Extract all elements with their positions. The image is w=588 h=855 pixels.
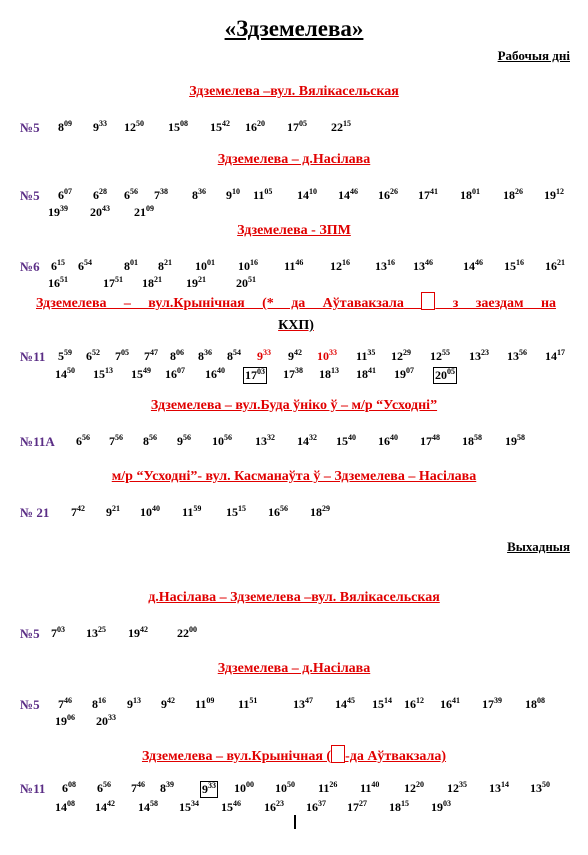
time-minutes: 51 [248,275,256,284]
time-minutes: 09 [64,119,72,128]
time-minutes: 09 [206,696,215,705]
time-minutes: 50 [136,119,144,128]
time-entry: $19^{42}$ [128,625,148,640]
time-entry: $14^{32}$ [297,433,317,448]
time-entry: $8^{56}$ [143,433,157,448]
time-minutes: 14 [501,780,509,789]
time-minutes: 17 [557,348,565,357]
time-entry: $10^{56}$ [212,433,232,448]
time-minutes: 05 [264,187,273,196]
time-minutes: 33 [108,713,116,722]
checkbox-icon [331,745,345,763]
time-minutes: 00 [189,625,197,634]
time-entry: $15^{13}$ [93,366,113,381]
time-minutes: 40 [348,433,356,442]
time-minutes: 29 [322,504,330,513]
time-minutes: 09 [146,204,154,213]
time-minutes: 10 [232,187,240,196]
time-minutes: 50 [67,366,75,375]
time-minutes: 08 [67,799,75,808]
time-minutes: 46 [425,258,433,267]
time-entry: $20^{33}$ [96,713,116,728]
time-entry: $19^{58}$ [505,433,525,448]
text-cursor [294,815,296,829]
time-minutes: 40 [217,366,225,375]
time-minutes: 38 [295,366,303,375]
time-minutes: 42 [167,696,175,705]
time-entry: $11^{05}$ [253,187,273,202]
time-entry: $19^{07}$ [394,366,414,381]
weekend-label: Выхадныя [507,539,570,554]
route-title: Здземелева – д.Насілава [217,152,371,167]
time-minutes: 37 [318,799,326,808]
time-minutes: 50 [542,780,550,789]
route-number: №5 [20,120,40,135]
time-minutes: 15 [57,258,65,267]
time-minutes: 16 [342,258,350,267]
time-minutes: 49 [143,366,151,375]
time-entry: $7^{46}$ [58,696,72,711]
time-minutes: 03 [443,799,451,808]
time-minutes: 56 [519,348,527,357]
time-entry: $14^{17}$ [545,348,565,363]
time-entry: $15^{42}$ [210,119,230,134]
time-minutes: 46 [295,258,304,267]
time-entry: $7^{46}$ [131,780,145,795]
time-minutes: 07 [64,187,72,196]
time-entry: $19^{21}$ [186,275,206,290]
time-minutes: 16 [98,696,106,705]
time-entry: $18^{08}$ [525,696,545,711]
time-minutes: 12 [556,187,564,196]
time-entry: $9^{56}$ [177,433,191,448]
time-entry: $17^{39}$ [482,696,502,711]
time-entry: $7^{38}$ [154,187,168,202]
time-entry: $11^{09}$ [195,696,215,711]
time-minutes: 33 [329,348,337,357]
time-entry: $11^{26}$ [318,780,338,795]
time-minutes: 00 [246,780,254,789]
time-minutes: 21 [557,258,565,267]
time-entry: $8^{39}$ [160,780,174,795]
route-title: м/р “Усходні”- вул. Касманаўта ў – Здземелева – Насілава [111,469,477,484]
time-entry: $15^{14}$ [372,696,392,711]
route-number: №11А [20,434,55,449]
time-entry: $16^{37}$ [306,799,326,814]
time-entry: $15^{16}$ [504,258,524,273]
time-minutes: 01 [207,258,215,267]
time-minutes: 33 [208,781,216,790]
time-entry: $17^{38}$ [283,366,303,381]
time-entry: $14^{50}$ [55,366,75,381]
time-minutes: 42 [294,348,302,357]
time-minutes: 21 [164,258,172,267]
time-entry: $17^{27}$ [347,799,367,814]
time-entry: $16^{12}$ [404,696,424,711]
time-entry: $12^{55}$ [430,348,450,363]
time-minutes: 43 [102,204,110,213]
time-entry: $16^{41}$ [440,696,460,711]
time-entry: $15^{49}$ [131,366,151,381]
time-minutes: 51 [249,696,258,705]
time-minutes: 08 [68,780,76,789]
time-minutes: 54 [84,258,92,267]
time-entry: $6^{56}$ [124,187,138,202]
time-entry: $22^{15}$ [331,119,351,134]
time-minutes: 59 [193,504,202,513]
time-minutes: 56 [183,433,191,442]
time-minutes: 15 [238,504,246,513]
time-entry: $13^{47}$ [293,696,313,711]
time-minutes: 42 [107,799,115,808]
time-entry: $16^{21}$ [545,258,565,273]
time-entry: $8^{54}$ [227,348,241,363]
time-minutes: 01 [472,187,480,196]
time-minutes: 21 [154,275,162,284]
time-entry: $12^{20}$ [404,780,424,795]
time-minutes: 56 [82,433,90,442]
time-entry: $13^{56}$ [507,348,527,363]
time-entry: $7^{42}$ [71,504,85,519]
time-entry: $14^{08}$ [55,799,75,814]
time-minutes: 07 [177,366,185,375]
time-entry: $8^{09}$ [58,119,72,134]
time-minutes: 16 [516,258,524,267]
time-minutes: 56 [115,433,123,442]
page-title: «Здземелева» [224,16,364,41]
route-number: №11 [20,349,46,364]
route-title-part: Здземелева – вул.Крынічная (* да Аўтавакзала [36,296,404,311]
time-entry: $6^{28}$ [93,187,107,202]
workdays-label: Рабочыя дні [497,48,570,63]
time-entry: $6^{56}$ [97,780,111,795]
route-title [0,745,588,765]
route-number: №6 [20,259,40,274]
time-minutes: 13 [331,366,339,375]
time-entry: $9^{42}$ [161,696,175,711]
time-minutes: 54 [233,348,241,357]
time-entry: $7^{05}$ [115,348,129,363]
time-entry: $16^{07}$ [165,366,185,381]
time-minutes: 26 [515,187,523,196]
time-entry: $8^{01}$ [124,258,138,273]
time-entry: $17^{48}$ [420,433,440,448]
time-entry: $13^{50}$ [530,780,550,795]
time-minutes: 42 [222,119,230,128]
time-entry: $18^{21}$ [142,275,162,290]
time-entry: $15^{15}$ [226,504,246,519]
time-entry: $13^{16}$ [375,258,395,273]
time-minutes: 26 [329,780,338,789]
time-minutes: 52 [92,348,100,357]
time-entry: $16^{23}$ [264,799,284,814]
route-number: №5 [20,188,40,203]
time-entry: $17^{41}$ [418,187,438,202]
time-minutes: 45 [347,696,355,705]
time-entry: $13^{25}$ [86,625,106,640]
time-entry: $9^{33}$ [93,119,107,134]
time-entry: $12^{35}$ [447,780,467,795]
time-minutes: 14 [384,696,392,705]
time-entry: $6^{07}$ [58,187,72,202]
time-minutes: 07 [406,366,414,375]
time-entry: $6^{54}$ [78,258,92,273]
time-minutes: 42 [140,625,148,634]
time-minutes: 25 [98,625,106,634]
time-entry: $18^{29}$ [310,504,330,519]
time-entry: $16^{56}$ [268,504,288,519]
time-minutes: 12 [416,696,424,705]
time-entry: $13^{14}$ [489,780,509,795]
time-minutes: 36 [198,187,206,196]
time-minutes: 46 [475,258,483,267]
route-title: Здземелева – вул.Буда ўніко ў – м/р “Усходні” [150,398,438,413]
time-entry: $9^{33}$ [202,781,216,796]
time-minutes: 21 [112,504,120,513]
time-minutes: 40 [152,504,160,513]
time-minutes: 47 [305,696,313,705]
time-entry: $11^{40}$ [360,780,380,795]
time-entry: $10^{00}$ [234,780,254,795]
time-entry: $9^{10}$ [226,187,240,202]
time-entry: $10^{50}$ [275,780,295,795]
time-minutes: 46 [64,696,72,705]
time-minutes: 46 [233,799,241,808]
time-entry: $12^{50}$ [124,119,144,134]
time-minutes: 15 [401,799,409,808]
route-title-line2: КХП) [278,318,314,333]
time-entry: $6^{08}$ [62,780,76,795]
time-minutes: 41 [368,366,376,375]
time-entry: $11^{46}$ [284,258,304,273]
time-entry: $11^{59}$ [182,504,202,519]
time-minutes: 29 [403,348,411,357]
time-entry: $8^{16}$ [92,696,106,711]
time-minutes: 06 [176,348,184,357]
time-minutes: 56 [224,433,232,442]
time-entry: $6^{56}$ [76,433,90,448]
time-minutes: 47 [150,348,158,357]
time-entry: $7^{56}$ [109,433,123,448]
time-minutes: 32 [267,433,275,442]
time-entry: $11^{51}$ [238,696,258,711]
time-entry: $10^{01}$ [195,258,215,273]
route-title-part: Здземелева – вул.Крынічная ( [141,749,332,764]
time-minutes: 51 [60,275,68,284]
time-entry: $6^{52}$ [86,348,100,363]
time-minutes: 41 [452,696,460,705]
time-entry: $15^{46}$ [221,799,241,814]
time-minutes: 39 [494,696,502,705]
time-minutes: 50 [287,780,295,789]
time-minutes: 56 [149,433,157,442]
time-entry: $17^{05}$ [287,119,307,134]
time-minutes: 03 [257,367,265,376]
time-entry: $10^{33}$ [317,348,337,363]
time-minutes: 05 [447,367,455,376]
time-minutes: 20 [257,119,265,128]
time-entry: $19^{39}$ [48,204,68,219]
time-minutes: 15 [343,119,351,128]
time-minutes: 41 [430,187,438,196]
route-title-part: -да Аўтвакзала) [345,749,447,764]
route-number: №5 [20,626,40,641]
time-minutes: 26 [390,187,398,196]
time-minutes: 40 [371,780,380,789]
time-entry: $19^{12}$ [544,187,564,202]
time-minutes: 13 [105,366,113,375]
time-minutes: 58 [474,433,482,442]
time-minutes: 05 [121,348,129,357]
time-entry: $19^{06}$ [55,713,75,728]
time-entry: $18^{13}$ [319,366,339,381]
time-minutes: 56 [103,780,111,789]
time-entry: $8^{21}$ [158,258,172,273]
time-entry: $14^{58}$ [138,799,158,814]
time-entry: $16^{51}$ [48,275,68,290]
time-entry: $15^{40}$ [336,433,356,448]
time-minutes: 21 [198,275,206,284]
time-entry: $7^{03}$ [51,625,65,640]
time-minutes: 48 [432,433,440,442]
time-entry: $20^{51}$ [236,275,256,290]
time-entry: $6^{15}$ [51,258,65,273]
time-entry: $9^{21}$ [106,504,120,519]
time-entry: $8^{36}$ [192,187,206,202]
time-minutes: 08 [537,696,545,705]
time-entry: $20^{05}$ [435,367,455,382]
time-entry: $13^{23}$ [469,348,489,363]
time-entry: $15^{08}$ [168,119,188,134]
time-entry: $18^{01}$ [460,187,480,202]
time-minutes: 33 [263,348,271,357]
time-minutes: 27 [359,799,367,808]
time-minutes: 58 [150,799,158,808]
time-minutes: 10 [309,187,317,196]
time-entry: $11^{35}$ [356,348,376,363]
time-minutes: 13 [133,696,141,705]
time-minutes: 51 [115,275,123,284]
time-entry: $15^{34}$ [179,799,199,814]
time-minutes: 01 [130,258,138,267]
time-entry: $18^{15}$ [389,799,409,814]
time-minutes: 05 [299,119,307,128]
time-entry: $8^{06}$ [170,348,184,363]
time-entry: $14^{42}$ [95,799,115,814]
time-entry: $5^{59}$ [58,348,72,363]
time-entry: $10^{40}$ [140,504,160,519]
time-minutes: 56 [130,187,138,196]
time-entry: $9^{13}$ [127,696,141,711]
time-minutes: 23 [276,799,284,808]
time-minutes: 39 [166,780,174,789]
route-title: Здземелева - ЗПМ [237,223,351,238]
time-minutes: 20 [416,780,424,789]
time-entry: $8^{36}$ [198,348,212,363]
time-minutes: 55 [442,348,450,357]
time-entry: $18^{26}$ [503,187,523,202]
time-minutes: 08 [180,119,188,128]
time-entry: $16^{26}$ [378,187,398,202]
time-entry: $13^{32}$ [255,433,275,448]
time-entry: $14^{10}$ [297,187,317,202]
time-entry: $16^{40}$ [205,366,225,381]
time-minutes: 33 [99,119,107,128]
time-minutes: 56 [280,504,288,513]
time-entry: $17^{03}$ [245,367,265,382]
time-minutes: 36 [204,348,212,357]
time-minutes: 35 [459,780,467,789]
time-minutes: 32 [309,433,317,442]
route-title [36,292,556,337]
time-minutes: 40 [390,433,398,442]
route-title: д.Насілава – Здземелева –вул. Вялікасельская [148,590,440,605]
route-title-part: з заездам на [452,296,557,311]
checkbox-icon [421,292,435,310]
time-minutes: 03 [57,625,65,634]
route-number: №11 [20,781,46,796]
time-minutes: 28 [99,187,107,196]
time-entry: $19^{03}$ [431,799,451,814]
time-entry: $10^{16}$ [238,258,258,273]
time-minutes: 39 [60,204,68,213]
time-entry: $12^{16}$ [330,258,350,273]
route-number: №5 [20,697,40,712]
time-entry: $18^{58}$ [462,433,482,448]
time-entry: $14^{46}$ [338,187,358,202]
time-minutes: 42 [77,504,85,513]
time-minutes: 35 [367,348,376,357]
time-entry: $9^{42}$ [288,348,302,363]
time-minutes: 58 [517,433,525,442]
time-entry: $14^{45}$ [335,696,355,711]
time-entry: $18^{41}$ [356,366,376,381]
route-title: Здземелева –вул. Вялікасельская [189,84,399,99]
time-entry: $7^{47}$ [144,348,158,363]
time-minutes: 16 [250,258,258,267]
route-title: Здземелева – д.Насілава [217,661,371,676]
time-entry: $13^{46}$ [413,258,433,273]
time-entry: $9^{33}$ [257,348,271,363]
time-minutes: 46 [137,780,145,789]
time-minutes: 34 [191,799,199,808]
time-entry: $20^{43}$ [90,204,110,219]
time-minutes: 46 [350,187,358,196]
time-minutes: 38 [160,187,168,196]
time-entry: $17^{51}$ [103,275,123,290]
time-entry: $14^{46}$ [463,258,483,273]
route-number: № 21 [20,505,50,520]
time-entry: $22^{00}$ [177,625,197,640]
time-entry: $21^{09}$ [134,204,154,219]
time-minutes: 16 [387,258,395,267]
time-minutes: 59 [64,348,72,357]
time-entry: $16^{40}$ [378,433,398,448]
time-minutes: 23 [481,348,489,357]
time-entry: $16^{20}$ [245,119,265,134]
time-minutes: 06 [67,713,75,722]
time-entry: $12^{29}$ [391,348,411,363]
